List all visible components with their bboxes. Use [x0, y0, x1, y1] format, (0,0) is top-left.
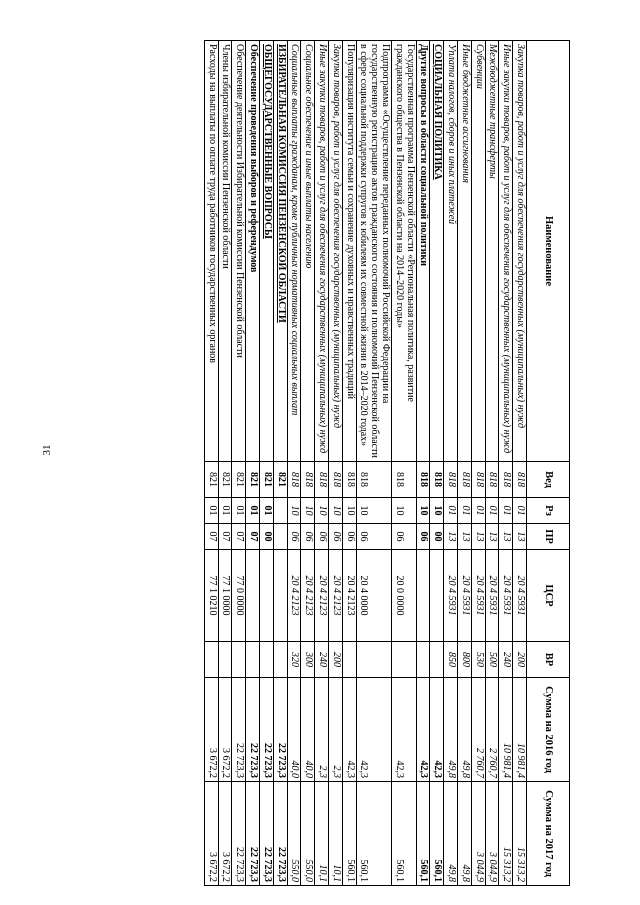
cell-sum-2017: 3 044,9: [485, 782, 499, 886]
cell-ved: 821: [273, 462, 287, 498]
cell-pr: 06: [315, 524, 329, 550]
cell-rz: 10: [430, 498, 444, 524]
cell-ved: 818: [485, 462, 499, 498]
cell-pr: 13: [471, 524, 485, 550]
cell-pr: 06: [356, 524, 391, 550]
header-pr: ПР: [527, 524, 570, 550]
cell-vr: 300: [301, 642, 315, 678]
cell-rz: 10: [301, 498, 315, 524]
header-rz: Рз: [527, 498, 570, 524]
cell-vr: 800: [458, 642, 472, 678]
cell-csr: 20 4 2123: [315, 550, 329, 642]
cell-csr: 77 1 0000: [218, 550, 232, 642]
cell-sum-2016: 2,3: [329, 678, 343, 782]
cell-pr: 13: [513, 524, 527, 550]
cell-csr: [273, 550, 287, 642]
table-row: [260, 41, 274, 886]
cell-sum-2017: 49,8: [458, 782, 472, 886]
cell-name: Другие вопросы в области социальной политики: [416, 41, 430, 462]
cell-rz: 01: [471, 498, 485, 524]
table-body: [204, 41, 526, 886]
cell-csr: 20 4 5931: [458, 550, 472, 642]
cell-sum-2016: 49,8: [444, 678, 458, 782]
cell-pr: 06: [301, 524, 315, 550]
cell-name: Закупка товаров, работ и услуг для обеспечения государственных (муниципальных) нужд: [329, 41, 343, 462]
cell-rz: 10: [356, 498, 391, 524]
table-header-row: [527, 41, 570, 886]
cell-sum-2017: 49,8: [444, 782, 458, 886]
cell-pr: 06: [392, 524, 417, 550]
cell-name: Закупка товаров, работ и услуг для обеспечения государственных (муниципальных) нужд: [513, 41, 527, 462]
cell-ved: 818: [416, 462, 430, 498]
cell-rz: 01: [499, 498, 513, 524]
cell-sum-2016: 10 981,4: [513, 678, 527, 782]
budget-table: [204, 40, 570, 886]
cell-csr: [246, 550, 260, 642]
cell-vr: 850: [444, 642, 458, 678]
cell-csr: 20 4 5931: [485, 550, 499, 642]
cell-ved: 818: [315, 462, 329, 498]
header-vr: ВР: [527, 642, 570, 678]
table-row: [499, 41, 513, 886]
cell-name: Расходы на выплаты по оплате труда работников государственных органов: [204, 41, 218, 462]
cell-sum-2016: 22 723,3: [232, 678, 246, 782]
cell-pr: 07: [218, 524, 232, 550]
table-row: [471, 41, 485, 886]
table-row: [356, 41, 391, 886]
cell-vr: [273, 642, 287, 678]
page-number: 31: [41, 444, 53, 456]
cell-vr: [430, 642, 444, 678]
cell-vr: [232, 642, 246, 678]
cell-name: Иные закупки товаров, работ и услуг для обеспечения государственных (муниципальных) нужд: [499, 41, 513, 462]
table-row: [232, 41, 246, 886]
cell-vr: 530: [471, 642, 485, 678]
cell-vr: [342, 642, 356, 678]
cell-sum-2017: 3 672,2: [218, 782, 232, 886]
budget-table-container: [65, 40, 570, 885]
cell-vr: 240: [499, 642, 513, 678]
cell-pr: [273, 524, 287, 550]
cell-csr: [430, 550, 444, 642]
cell-ved: 818: [392, 462, 417, 498]
cell-csr: 20 4 2123: [329, 550, 343, 642]
cell-vr: 200: [513, 642, 527, 678]
cell-name: СОЦИАЛЬНАЯ ПОЛИТИКА: [430, 41, 444, 462]
cell-sum-2017: 3 672,2: [204, 782, 218, 886]
table-row: [513, 41, 527, 886]
cell-csr: 20 4 0000: [356, 550, 391, 642]
header-sum-2017: Сумма на 2017 год: [527, 782, 570, 886]
table-row: [273, 41, 287, 886]
cell-sum-2016: 42,3: [416, 678, 430, 782]
header-name: Наименование: [527, 41, 570, 462]
cell-ved: 818: [329, 462, 343, 498]
cell-ved: 821: [204, 462, 218, 498]
cell-sum-2017: 560,1: [416, 782, 430, 886]
cell-name: ИЗБИРАТЕЛЬНАЯ КОМИССИЯ ПЕНЗЕНСКОЙ ОБЛАСТИ: [273, 41, 287, 462]
cell-vr: 200: [329, 642, 343, 678]
cell-rz: 01: [444, 498, 458, 524]
cell-sum-2016: 42,3: [356, 678, 391, 782]
cell-sum-2016: 22 723,3: [273, 678, 287, 782]
cell-csr: 20 4 2123: [301, 550, 315, 642]
cell-vr: [246, 642, 260, 678]
cell-sum-2017: 22 723,3: [246, 782, 260, 886]
cell-rz: 01: [246, 498, 260, 524]
cell-sum-2016: 22 723,3: [260, 678, 274, 782]
cell-csr: 77 0 0000: [232, 550, 246, 642]
cell-rz: [273, 498, 287, 524]
cell-vr: [356, 642, 391, 678]
cell-ved: 818: [342, 462, 356, 498]
table-row: [301, 41, 315, 886]
cell-sum-2016: 40,0: [301, 678, 315, 782]
cell-ved: 818: [444, 462, 458, 498]
cell-sum-2016: 2,3: [315, 678, 329, 782]
cell-ved: 821: [260, 462, 274, 498]
cell-ved: 821: [246, 462, 260, 498]
cell-name: Социальное обеспечение и иные выплаты населению: [301, 41, 315, 462]
cell-vr: [218, 642, 232, 678]
cell-ved: 818: [287, 462, 301, 498]
header-csr: ЦСР: [527, 550, 570, 642]
table-row: [485, 41, 499, 886]
cell-ved: 818: [356, 462, 391, 498]
cell-pr: 06: [329, 524, 343, 550]
header-ved: Вед: [527, 462, 570, 498]
table-row: [246, 41, 260, 886]
cell-rz: 01: [513, 498, 527, 524]
cell-sum-2016: 2 760,7: [485, 678, 499, 782]
table-row: [392, 41, 417, 886]
cell-vr: 320: [287, 642, 301, 678]
cell-sum-2016: 42,3: [430, 678, 444, 782]
cell-sum-2016: 3 672,2: [204, 678, 218, 782]
cell-rz: 10: [287, 498, 301, 524]
cell-ved: 818: [458, 462, 472, 498]
cell-name: Популяризация института семьи и сохранение духовных и нравственных традиций: [342, 41, 356, 462]
cell-rz: 01: [458, 498, 472, 524]
cell-vr: [204, 642, 218, 678]
cell-rz: 01: [218, 498, 232, 524]
cell-pr: 07: [204, 524, 218, 550]
cell-sum-2016: 40,0: [287, 678, 301, 782]
cell-sum-2016: 42,3: [392, 678, 417, 782]
cell-ved: 821: [232, 462, 246, 498]
cell-sum-2017: 22 723,3: [260, 782, 274, 886]
cell-ved: 821: [218, 462, 232, 498]
cell-sum-2016: 49,8: [458, 678, 472, 782]
cell-name: Уплата налогов, сборов и иных платежей: [444, 41, 458, 462]
cell-vr: 500: [485, 642, 499, 678]
cell-rz: 01: [204, 498, 218, 524]
cell-csr: 20 4 2123: [342, 550, 356, 642]
cell-sum-2017: 560,1: [430, 782, 444, 886]
cell-name: Члены избирательной комиссии Пензенской области: [218, 41, 232, 462]
cell-pr: 00: [430, 524, 444, 550]
cell-csr: 20 4 5931: [513, 550, 527, 642]
cell-name: Субвенции: [471, 41, 485, 462]
cell-csr: 20 4 5931: [471, 550, 485, 642]
cell-pr: 13: [444, 524, 458, 550]
cell-pr: 06: [342, 524, 356, 550]
table-row: [444, 41, 458, 886]
table-row: [218, 41, 232, 886]
cell-name: Обеспечение деятельности Избирательной комиссии Пензенской области: [232, 41, 246, 462]
cell-rz: 10: [416, 498, 430, 524]
cell-sum-2017: 550,0: [287, 782, 301, 886]
cell-csr: [260, 550, 274, 642]
table-row: [458, 41, 472, 886]
cell-sum-2016: 22 723,3: [246, 678, 260, 782]
table-row: [315, 41, 329, 886]
cell-rz: 01: [232, 498, 246, 524]
table-row: [430, 41, 444, 886]
cell-rz: 10: [315, 498, 329, 524]
cell-sum-2017: 22 723,3: [232, 782, 246, 886]
cell-pr: 00: [260, 524, 274, 550]
cell-rz: 10: [392, 498, 417, 524]
cell-ved: 818: [513, 462, 527, 498]
cell-rz: 01: [485, 498, 499, 524]
cell-pr: 13: [458, 524, 472, 550]
cell-pr: 06: [287, 524, 301, 550]
cell-name: ОБЩЕГОСУДАРСТВЕННЫЕ ВОПРОСЫ: [260, 41, 274, 462]
cell-sum-2017: 3 044,9: [471, 782, 485, 886]
cell-csr: 20 4 2123: [287, 550, 301, 642]
cell-pr: 07: [246, 524, 260, 550]
cell-sum-2017: 560,1: [356, 782, 391, 886]
cell-name: Государственная программа Пензенской области «Региональная политика, развитие гражданского общества в Пензенской области на 2014–2020 годы»: [392, 41, 417, 462]
cell-sum-2017: 15 313,2: [499, 782, 513, 886]
cell-sum-2016: 42,3: [342, 678, 356, 782]
cell-csr: [416, 550, 430, 642]
cell-pr: 06: [416, 524, 430, 550]
table-row: [342, 41, 356, 886]
cell-csr: 20 4 5931: [499, 550, 513, 642]
cell-ved: 818: [301, 462, 315, 498]
cell-csr: 20 4 5931: [444, 550, 458, 642]
cell-sum-2016: 2 760,7: [471, 678, 485, 782]
cell-sum-2017: 22 723,3: [273, 782, 287, 886]
table-row: [416, 41, 430, 886]
cell-pr: 13: [485, 524, 499, 550]
cell-name: Обеспечение проведения выборов и референдумов: [246, 41, 260, 462]
table-row: [287, 41, 301, 886]
cell-csr: 77 1 0210: [204, 550, 218, 642]
header-sum-2016: Сумма на 2016 год: [527, 678, 570, 782]
cell-vr: 240: [315, 642, 329, 678]
cell-vr: [416, 642, 430, 678]
cell-name: Иные закупки товаров, работ и услуг для обеспечения государственных (муниципальных) нужд: [315, 41, 329, 462]
cell-pr: 07: [232, 524, 246, 550]
cell-rz: 10: [329, 498, 343, 524]
cell-name: Межбюджетные трансферты: [485, 41, 499, 462]
table-row: [204, 41, 218, 886]
cell-sum-2017: 550,0: [301, 782, 315, 886]
cell-rz: 10: [342, 498, 356, 524]
cell-sum-2017: 560,1: [342, 782, 356, 886]
cell-ved: 818: [499, 462, 513, 498]
cell-sum-2016: 10 981,4: [499, 678, 513, 782]
cell-vr: [260, 642, 274, 678]
cell-name: Иные бюджетные ассигнования: [458, 41, 472, 462]
cell-sum-2017: 15 313,2: [513, 782, 527, 886]
cell-ved: 818: [471, 462, 485, 498]
table-row: [329, 41, 343, 886]
cell-csr: 20 0 0000: [392, 550, 417, 642]
cell-name: Социальные выплаты гражданам, кроме публичных нормативных социальных выплат: [287, 41, 301, 462]
cell-sum-2017: 10,1: [315, 782, 329, 886]
cell-sum-2017: 10,1: [329, 782, 343, 886]
cell-ved: 818: [430, 462, 444, 498]
cell-name: Подпрограмма «Осуществление переданных полномочий Российской Федерации на государственную регистрацию актов гражданского состояния и полномочий Пензенской области в сфере социальной поддержки супругов к юбилеям их совместной жизни в 2014–2020 годах»: [356, 41, 391, 462]
cell-pr: 13: [499, 524, 513, 550]
cell-sum-2016: 3 672,2: [218, 678, 232, 782]
cell-sum-2017: 560,1: [392, 782, 417, 886]
cell-rz: 01: [260, 498, 274, 524]
cell-vr: [392, 642, 417, 678]
